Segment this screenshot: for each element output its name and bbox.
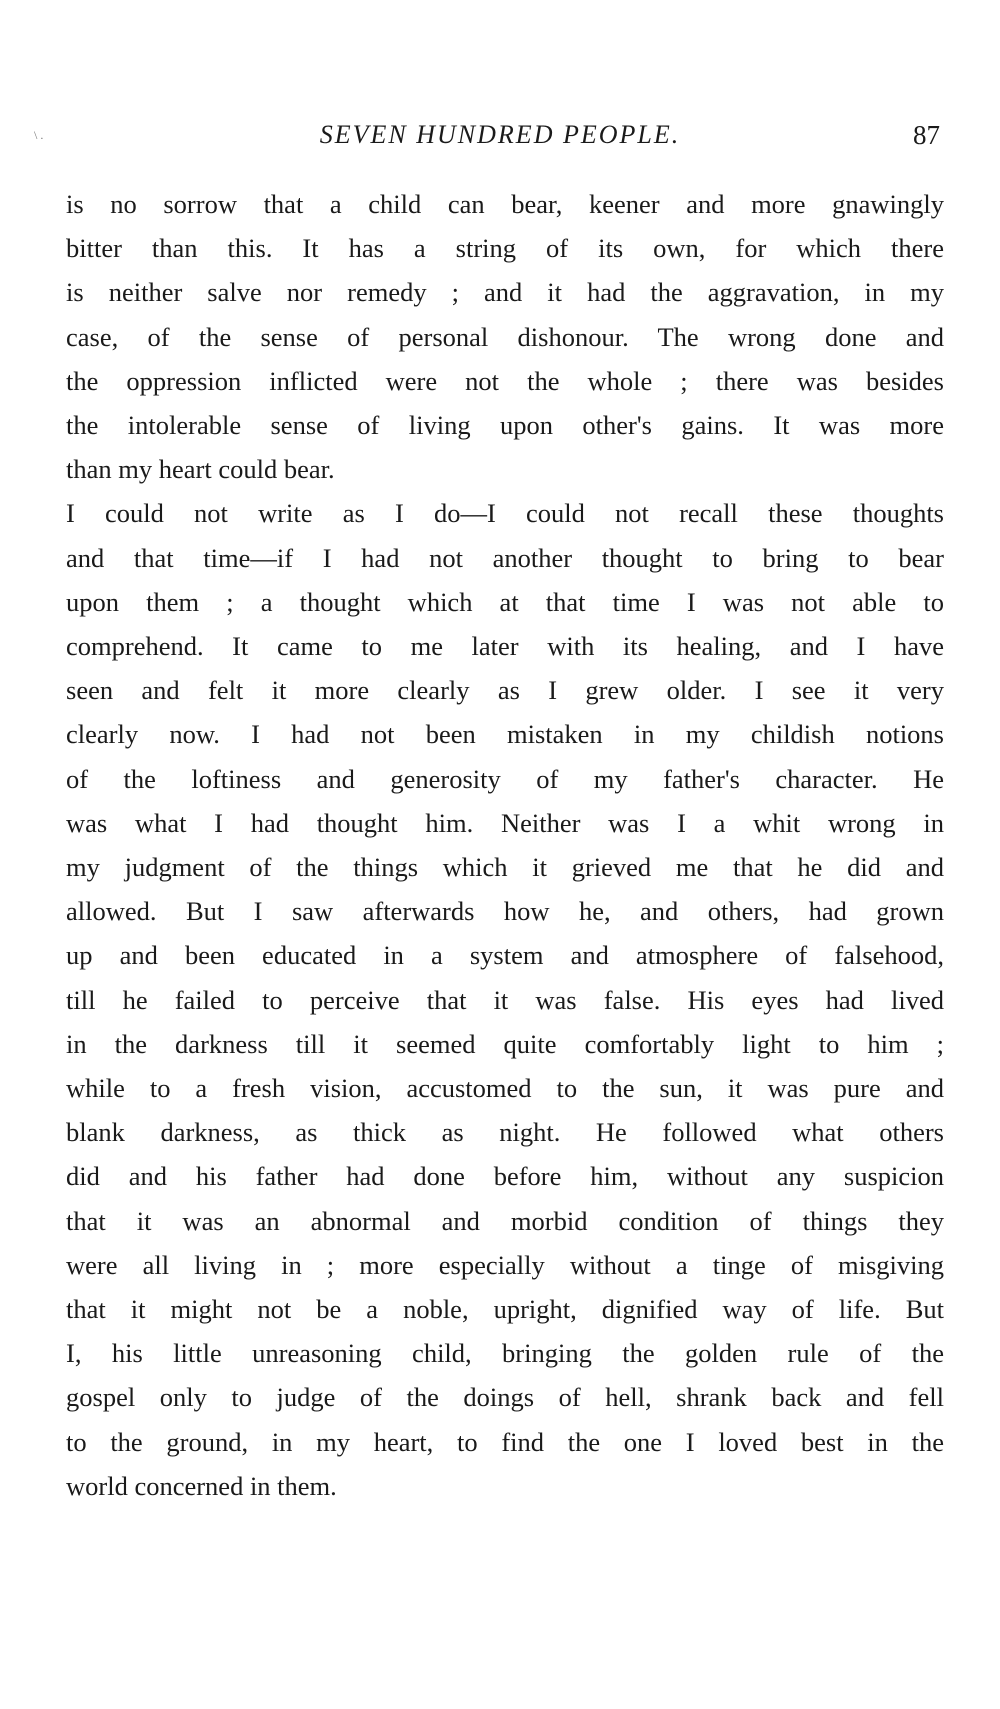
page-number: 87 (913, 120, 940, 150)
text-line: to the ground, in my heart, to find the one I loved best in the (66, 1426, 944, 1457)
text-line: allowed. But I saw afterwards how he, and others, had grown (66, 896, 944, 927)
text-line: while to a fresh vision, accustomed to the sun, it was pure and (66, 1073, 944, 1104)
paragraph (66, 182, 944, 491)
body-text (66, 182, 944, 1508)
text-line: blank darkness, as thick as night. He followed what others (66, 1117, 944, 1148)
text-line: till he failed to perceive that it was false. His eyes had lived (66, 984, 944, 1015)
running-title: SEVEN HUNDRED PEOPLE. (319, 120, 681, 149)
text-line: of the loftiness and generosity of my father's character. He (66, 763, 944, 794)
text-line: did and his father had done before him, without any suspicion (66, 1161, 944, 1192)
text-line: comprehend. It came to me later with its healing, and I have (66, 631, 944, 662)
text-line: were all living in ; more especially without a tinge of misgiving (66, 1249, 944, 1280)
text-line: my judgment of the things which it grieved me that he did and (66, 852, 944, 883)
text-line: the oppression inflicted were not the whole ; there was besides (66, 365, 944, 396)
text-line: world concerned in them. (66, 1470, 337, 1501)
text-line: the intolerable sense of living upon other's gains. It was more (66, 410, 944, 441)
text-line: seen and felt it more clearly as I grew older. I see it very (66, 675, 944, 706)
text-line: I could not write as I do—I could not recall these thoughts (66, 498, 944, 529)
text-line: than my heart could bear. (66, 454, 335, 485)
text-line: I, his little unreasoning child, bringing the golden rule of the (66, 1338, 944, 1369)
text-line: in the darkness till it seemed quite comfortably light to him ; (66, 1028, 944, 1059)
text-line: up and been educated in a system and atmosphere of falsehood, (66, 940, 944, 971)
text-line: case, of the sense of personal dishonour. The wrong done and (66, 321, 944, 352)
text-line: that it might not be a noble, upright, dignified way of life. But (66, 1294, 944, 1325)
text-line: is no sorrow that a child can bear, keener and more gnawingly (66, 189, 944, 219)
paragraph (66, 491, 944, 1508)
text-line: bitter than this. It has a string of its own, for which there (66, 233, 944, 264)
text-line: was what I had thought him. Neither was I a whit wrong in (66, 807, 944, 838)
text-line: gospel only to judge of the doings of hell, shrank back and fell (66, 1382, 944, 1413)
text-line: that it was an abnormal and morbid condition of things they (66, 1205, 944, 1236)
running-header (60, 120, 940, 160)
scan-speck: \ . (34, 128, 44, 142)
text-line: clearly now. I had not been mistaken in my childish notions (66, 719, 944, 750)
text-line: upon them ; a thought which at that time I was not able to (66, 586, 944, 617)
text-line: is neither salve nor remedy ; and it had the aggravation, in my (66, 277, 944, 308)
text-line: and that time—if I had not another thought to bring to bear (66, 542, 944, 573)
